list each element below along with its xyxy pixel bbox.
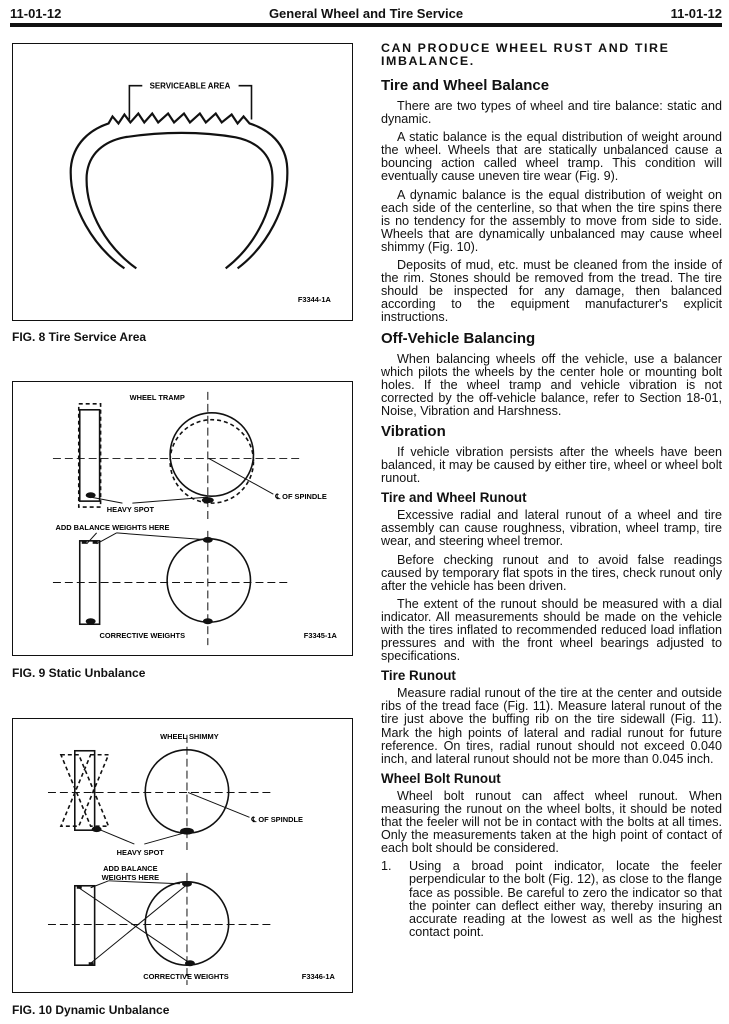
figures-column	[10, 0, 355, 1024]
spindle-label: ℄ OF SPINDLE	[251, 815, 303, 825]
spindle-label: ℄ OF SPINDLE	[275, 492, 327, 502]
add-weights-label-line1: ADD BALANCE	[103, 863, 158, 873]
heading-tire-wheel-runout: Tire and Wheel Runout	[381, 490, 527, 506]
figure-10-dynamic-unbalance	[12, 718, 353, 993]
list-item-text: Using a broad point indicator, locate the feeler perpendicular to the bolt (Fig. 12), as close to the flange face as possible. Be careful to zero the indicator so that the pointer can deflect either way, thereby insuring an accurate reading at the lowest as well as the highest contact point.	[409, 859, 722, 939]
wheel-tramp-label: WHEEL TRAMP	[129, 392, 185, 402]
figure-9-static-unbalance	[12, 381, 353, 656]
figure-10-code: F3346-1A	[301, 972, 335, 982]
figure-9-caption: FIG. 9 Static Unbalance	[12, 666, 146, 680]
heavy-spot-label: HEAVY SPOT	[106, 505, 155, 515]
heavy-spot-label: HEAVY SPOT	[116, 848, 164, 858]
figure-8-caption: FIG. 8 Tire Service Area	[12, 330, 147, 344]
heading-off-vehicle-balancing: Off-Vehicle Balancing	[381, 329, 536, 347]
paragraph: Measure radial runout of the tire at the center and outside ribs of the tread face (Fig. 11). Measure lateral runout of the tire just above the buffing rib on the tire sidewall (Fig. 11). Mark the high points of lateral and radial runout for future reference. On tires, radial runout should not exceed 0.040 inch, and lateral runout should not be more than 0.045 inch.	[381, 686, 722, 766]
page-title: General Wheel and Tire Service	[268, 6, 464, 21]
static-unbalance-diagram	[13, 382, 352, 655]
figure-8-code: F3344-1A	[297, 295, 331, 305]
paragraph: When balancing wheels off the vehicle, use a balancer which pilots the wheels by the center hole or mounting bolt holes. If the wheel tramp and vehicle vibration is not corrected by the off-vehicle balance, refer to Section 18-01, Noise, Vibration and Harshness.	[381, 351, 722, 418]
serviceable-area-label: SERVICEABLE AREA	[149, 81, 231, 91]
add-weights-label: ADD BALANCE WEIGHTS HERE	[55, 522, 170, 532]
list-item	[381, 860, 722, 939]
dynamic-unbalance-diagram	[13, 719, 352, 992]
corrective-weights-label: CORRECTIVE WEIGHTS	[143, 972, 229, 982]
paragraph: Before checking runout and to avoid false readings caused by temporary flat spots in the tires, check runout only after the vehicle has been driven.	[381, 552, 722, 593]
paragraph: If vehicle vibration persists after the wheels have been balanced, it may be caused by either tire, wheel or wheel bolt runout.	[381, 444, 722, 486]
paragraph: There are two types of wheel and tire balance: static and dynamic.	[381, 99, 722, 127]
figure-8-tire-service-area	[12, 43, 353, 321]
paragraph: The extent of the runout should be measured with a dial indicator. All measurements should be made on the vehicle with the tires inflated to recommended reduced load inflation pressures and with the front wheel bearings adjusted to specifications.	[381, 596, 722, 664]
add-weights-label-line2: WEIGHTS HERE	[101, 872, 160, 882]
wheel-shimmy-label: WHEEL SHIMMY	[160, 731, 219, 741]
heading-vibration: Vibration	[381, 422, 446, 440]
paragraph: Deposits of mud, etc. must be cleaned from the inside of the rim. Stones should be removed from the tread. The tire should be inspected for any damage, then balanced according to the equipment manufacturer's explicit instructions.	[381, 258, 722, 325]
page-number-left: 11-01-12	[10, 6, 62, 21]
paragraph: A dynamic balance is the equal distribution of weight on each side of the centerline, so that when the tire spins there is no tendency for the assembly to move from side to side. Wheels that are dynamically unbalanced may cause wheel shimmy (Fig. 10).	[381, 187, 722, 254]
paragraph: Excessive radial and lateral runout of a wheel and tire assembly can cause roughness, vibration, wheel tramp, tire wear, and steering wheel tremor.	[381, 508, 722, 549]
heading-tire-wheel-balance: Tire and Wheel Balance	[381, 77, 550, 94]
corrective-weights-label: CORRECTIVE WEIGHTS	[99, 631, 186, 641]
heading-tire-runout: Tire Runout	[381, 668, 456, 684]
heading-wheel-bolt-runout: Wheel Bolt Runout	[381, 770, 501, 786]
page-number-right: 11-01-12	[670, 6, 722, 21]
tire-service-area-diagram	[13, 44, 352, 320]
list-item-number: 1.	[381, 859, 392, 874]
figure-10-caption: FIG. 10 Dynamic Unbalance	[12, 1003, 170, 1017]
paragraph: Wheel bolt runout can affect wheel runout. When measuring the runout on the wheel bolts, it should be noted that the feeler will not be in contact with the bolts at all times. Only the measurements taken at the high point of contact of each bolt should be considered.	[381, 788, 722, 856]
figure-9-code: F3345-1A	[303, 631, 337, 641]
text-column	[381, 42, 722, 939]
warning-text: CAN PRODUCE WHEEL RUST AND TIRE IMBALANCE.	[381, 41, 670, 68]
paragraph: A static balance is the equal distribution of weight around the wheel. Wheels that are statically unbalanced cause a bouncing action called wheel tramp. This condition will eventually cause uneven tire wear (Fig. 9).	[381, 130, 722, 184]
